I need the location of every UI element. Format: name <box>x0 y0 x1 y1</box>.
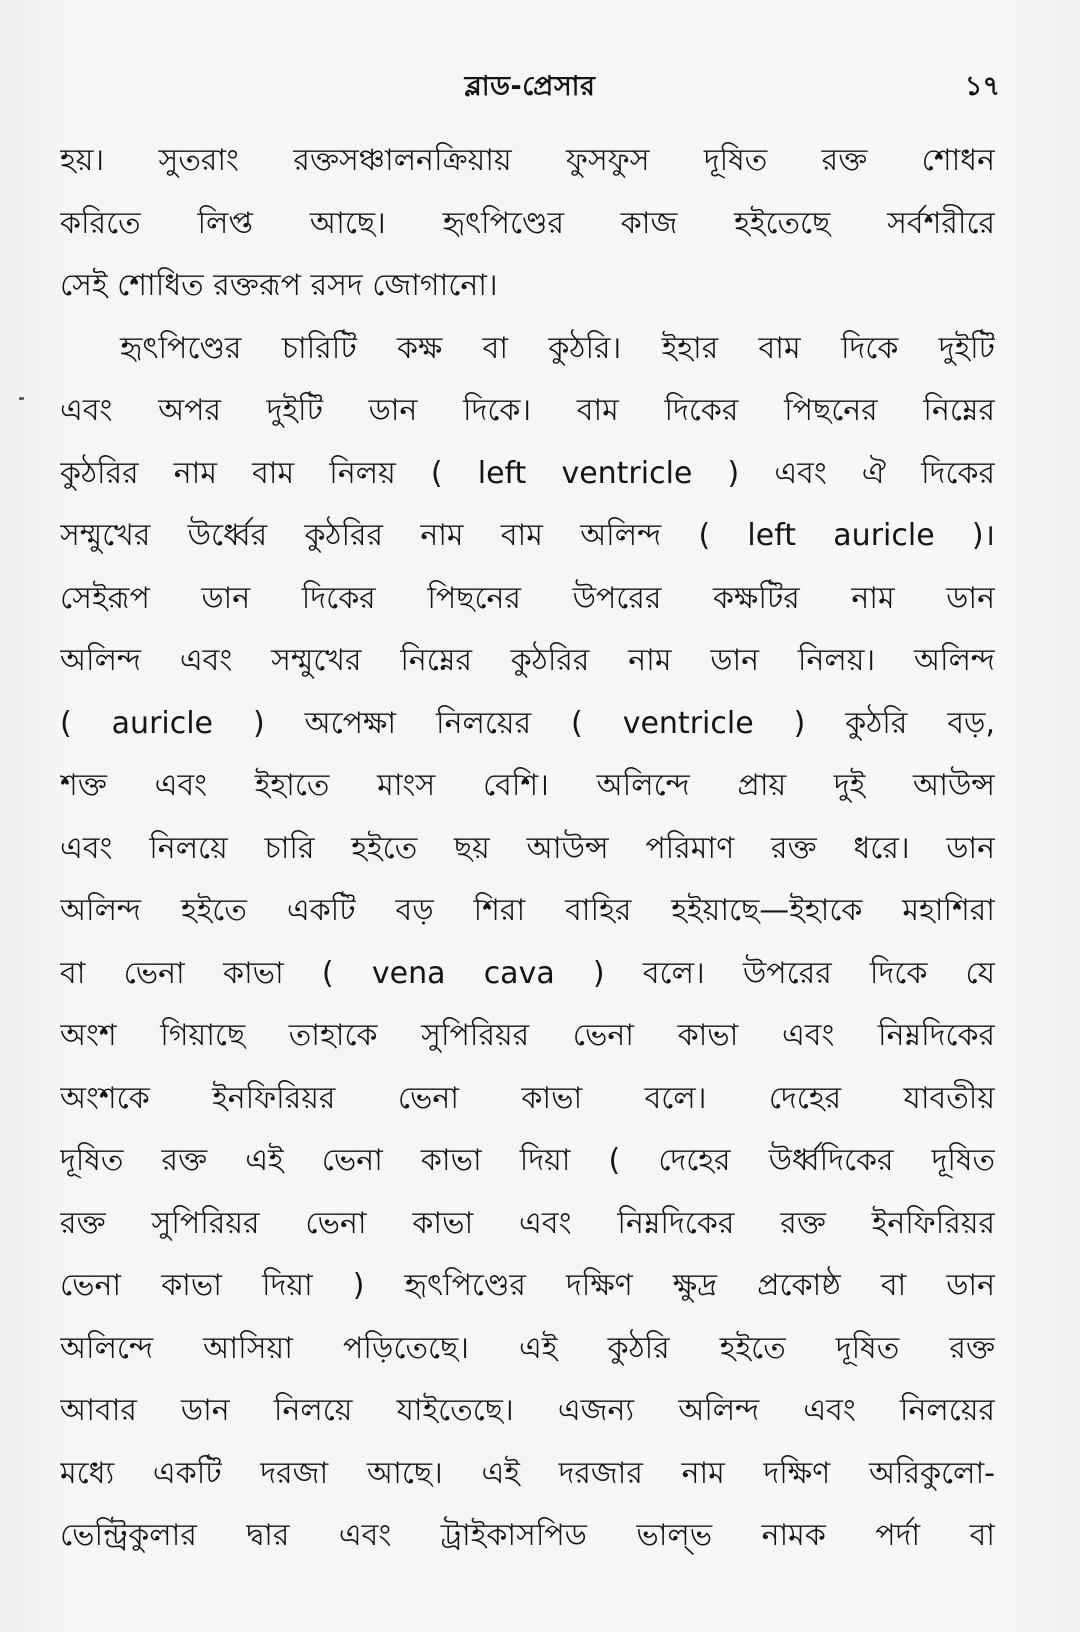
text-line: অলিন্দে আসিয়া পড়িতেছে। এই কুঠরি হইতে দূষিত রক্ত <box>60 1330 995 1366</box>
margin-mark <box>19 397 24 400</box>
running-header <box>60 66 1000 116</box>
text-line: ( auricle ) অপেক্ষা নিলয়ের ( ventricle ) কুঠরি বড়, <box>60 705 995 741</box>
text-line: বা ভেনা কাভা ( vena cava ) বলে। উপরের দিকে যে <box>60 955 995 991</box>
text-line: ভেনা কাভা দিয়া ) হৃৎপিণ্ডের দক্ষিণ ক্ষুদ্র প্রকোষ্ঠ বা ডান <box>60 1268 995 1303</box>
body-text <box>60 130 995 1568</box>
text-line: দূষিত রক্ত এই ভেনা কাভা দিয়া ( দেহের উর্ধ্বদিকের দূষিত <box>60 1143 995 1178</box>
text-line: করিতে লিপ্ত আছে। হৃৎপিণ্ডের কাজ হইতেছে সর্বশরীরে <box>60 205 995 241</box>
text-line: এবং নিলয়ে চারি হইতে ছয় আউন্স পরিমাণ রক্ত ধরে। ডান <box>60 830 995 866</box>
page-number: ১৭ <box>964 71 1000 102</box>
text-line: আবার ডান নিলয়ে যাইতেছে। এজন্য অলিন্দ এবং নিলয়ের <box>60 1393 995 1428</box>
text-line: অংশ গিয়াছে তাহাকে সুপিরিয়র ভেনা কাভা এবং নিম্নদিকের <box>60 1018 995 1053</box>
text-line: হয়। সুতরাং রক্তসঞ্চালনক্রিয়ায় ফুসফুস দূষিত রক্ত শোধন <box>60 143 995 178</box>
text-line: অংশকে ইনফিরিয়র ভেনা কাভা বলে। দেহের যাবতীয় <box>60 1080 995 1116</box>
text-line: অলিন্দ হইতে একটি বড় শিরা বাহির হইয়াছে—ইহাকে মহাশিরা <box>60 893 995 928</box>
text-line: এবং অপর দুইটি ডান দিকে। বাম দিকের পিছনের নিম্নের <box>60 393 995 428</box>
text-line: কুঠরির নাম বাম নিলয় ( left ventricle ) এবং ঐ দিকের <box>60 455 995 491</box>
text-line: সেই শোধিত রক্তরূপ রসদ জোগানো। <box>60 268 498 303</box>
text-line: সেইরূপ ডান দিকের পিছনের উপরের কক্ষটির নাম ডান <box>60 580 995 616</box>
text-line: অলিন্দ এবং সম্মুখের নিম্নের কুঠরির নাম ডান নিলয়। অলিন্দ <box>60 643 995 678</box>
text-line: সম্মুখের উর্ধ্বের কুঠরির নাম বাম অলিন্দ ( left auricle )। <box>60 518 995 553</box>
text-line: শক্ত এবং ইহাতে মাংস বেশি। অলিন্দে প্রায় দুই আউন্স <box>60 768 995 803</box>
text-line: হৃৎপিণ্ডের চারিটি কক্ষ বা কুঠরি। ইহার বাম দিকে দুইটি <box>120 330 995 366</box>
text-line: মধ্যে একটি দরজা আছে। এই দরজার নাম দক্ষিণ অরিকুলো- <box>60 1455 995 1491</box>
text-line: ভেন্ট্রিকুলার দ্বার এবং ট্রাইকাসপিড ভাল্‌ভ নামক পর্দা বা <box>60 1518 995 1553</box>
text-line: রক্ত সুপিরিয়র ভেনা কাভা এবং নিম্নদিকের রক্ত ইনফিরিয়র <box>60 1205 995 1241</box>
running-header-title: ব্লাড-প্রেসার <box>464 71 596 102</box>
